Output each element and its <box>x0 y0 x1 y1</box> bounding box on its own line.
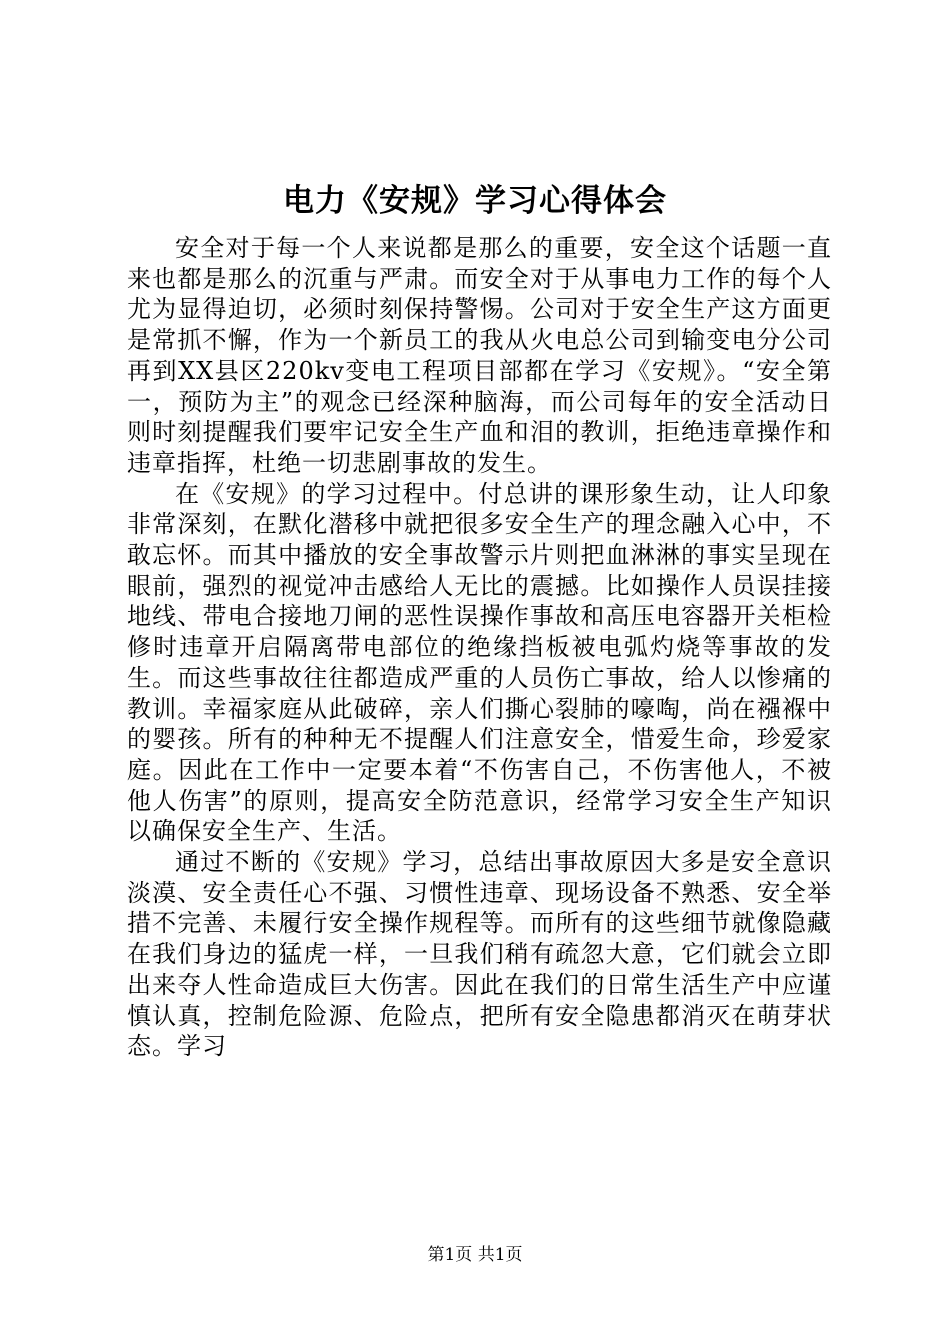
paragraph: 在《安规》的学习过程中。付总讲的课形象生动，让人印象非常深刻，在默化潜移中就把很多安全生产的理念融入心中，不敢忘怀。而其中播放的安全事故警示片则把血淋淋的事实呈现在眼前，强烈的视觉冲击感给人无比的震撼。比如操作人员误挂接地线、带电合接地刀闸的恶性误操作事故和高压电容器开关柜检修时违章开启隔离带电部位的绝缘挡板被电弧灼烧等事故的发生。而这些事故往往都造成严重的人员伤亡事故，给人以惨痛的教训。幸福家庭从此破碎，亲人们撕心裂肺的嚎啕，尚在襁褓中的婴孩。所有的种种无不提醒人们注意安全，惜爱生命，珍爱家庭。因此在工作中一定要本着“不伤害自己，不伤害他人，不被他人伤害”的原则，提高安全防范意识，经常学习安全生产知识以确保安全生产、生活。 <box>127 479 832 846</box>
page-number-footer: 第1页 共1页 <box>427 1245 523 1265</box>
paragraph: 安全对于每一个人来说都是那么的重要，安全这个话题一直来也都是那么的沉重与严肃。而安全对于从事电力工作的每个人尤为显得迫切，必须时刻保持警惕。公司对于安全生产这方面更是常抓不懈，作为一个新员工的我从火电总公司到输变电分公司再到XX县区220kv变电工程项目部都在学习《安规》。“安全第一，预防为主”的观念已经深种脑海，而公司每年的安全活动日则时刻提醒我们要牢记安全生产血和泪的教训，拒绝违章操作和违章指挥，杜绝一切悲剧事故的发生。 <box>127 234 832 477</box>
document-body <box>127 233 832 1062</box>
page-title: 电力《安规》学习心得体会 <box>283 183 667 219</box>
paragraph: 通过不断的《安规》学习，总结出事故原因大多是安全意识淡漠、安全责任心不强、习惯性违章、现场设备不熟悉、安全举措不完善、未履行安全操作规程等。而所有的这些细节就像隐藏在我们身边的猛虎一样，一旦我们稍有疏忽大意，它们就会立即出来夺人性命造成巨大伤害。因此在我们的日常生活生产中应谨慎认真，控制危险源、危险点，把所有安全隐患都消灭在萌芽状态。学习 <box>127 848 832 1061</box>
